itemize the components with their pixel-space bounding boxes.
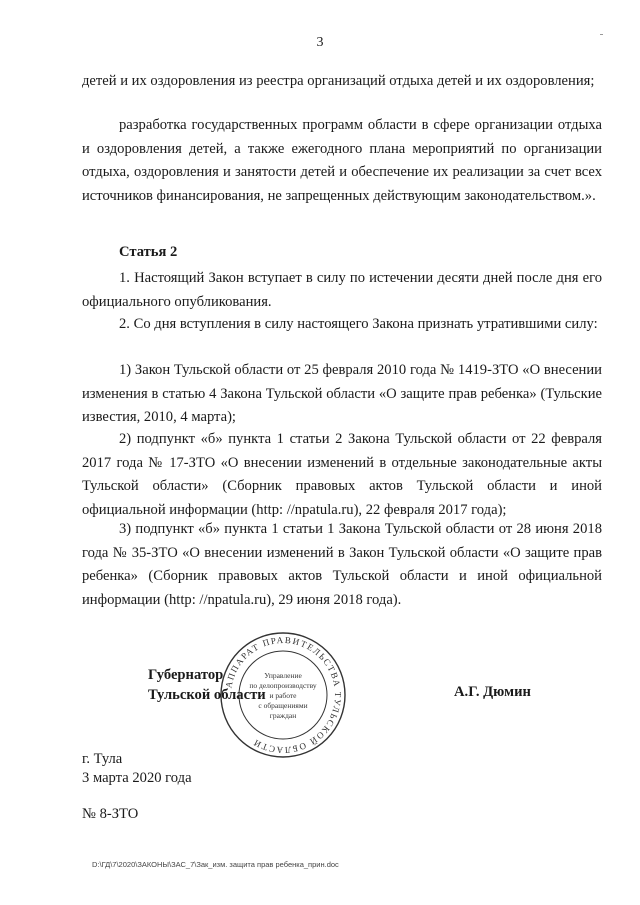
law-number: № 8-ЗТО xyxy=(82,806,139,822)
list-item-law-35: 3) подпункт «б» пункта 1 статьи 1 Закона Тульской области от 28 июня 2018 года № 35-ЗТО «О внесении изменений в Закон Тульской области «О защите прав ребенка» (Сборник правовых актов Тульской области и иной официальной информации (http: //npatula.ru), 29 июня 2018 года). xyxy=(82,521,602,608)
signatory-title xyxy=(148,665,266,705)
place-and-date xyxy=(82,750,192,788)
file-path: D:\ГД\7\2020\ЗАКОНЫ\ЗАС_7\Зак_изм. защита прав ребенка_прин.doc xyxy=(92,860,339,869)
page-number: 3 xyxy=(316,35,324,50)
paragraph-programs: разработка государственных программ области в сфере организации отдыха и оздоровления детей, а также ежегодного плана мероприятий по организации отдыха, оздоровления и занятости детей и обеспечение их реализации за счет всех источников финансирования, не запрещенных действующим законодательством.». xyxy=(82,117,602,204)
stamp-line: Управление xyxy=(264,671,302,680)
article-heading: Статья 2 xyxy=(119,244,178,260)
stamp-ring-text: АППАРАТ ПРАВИТЕЛЬСТВА ТУЛЬСКОЙ ОБЛАСТИ xyxy=(223,634,344,756)
stamp-line: и работе xyxy=(269,691,297,700)
list-item-law-17: 2) подпункт «б» пункта 1 статьи 2 Закона Тульской области от 22 февраля 2017 года № 17-ЗТО «О внесении изменений в отдельные законодательные акты Тульской области» (Сборник правовых актов Тульской области и иной официальной информации (http: //npatula.ru), 22 февраля 2017 года); xyxy=(82,431,602,518)
signatory-title-line: Губернатор xyxy=(148,667,224,683)
place: г. Тула xyxy=(82,751,123,767)
signatory-title-line: Тульской области xyxy=(148,687,266,703)
stamp-line: с обращениями xyxy=(258,701,308,710)
scan-mark xyxy=(600,34,603,35)
paragraph-continuation: детей и их оздоровления из реестра организаций отдыха детей и их оздоровления; xyxy=(82,73,595,89)
paragraph-clause-1: 1. Настоящий Закон вступает в силу по истечении десяти дней после дня его официального опубликования. xyxy=(82,270,602,310)
date: 3 марта 2020 года xyxy=(82,770,192,786)
stamp-line: граждан xyxy=(269,711,297,720)
stamp-line: по делопроизводству xyxy=(249,681,317,690)
paragraph-clause-2: 2. Со дня вступления в силу настоящего Закона признать утратившими силу: xyxy=(119,316,598,332)
signatory-name: А.Г. Дюмин xyxy=(454,684,531,700)
list-item-law-1419: 1) Закон Тульской области от 25 февраля 2010 года № 1419-ЗТО «О внесении изменения в статью 4 Закона Тульской области «О защите прав ребенка» (Тульские известия, 2010, 4 марта); xyxy=(82,362,602,426)
